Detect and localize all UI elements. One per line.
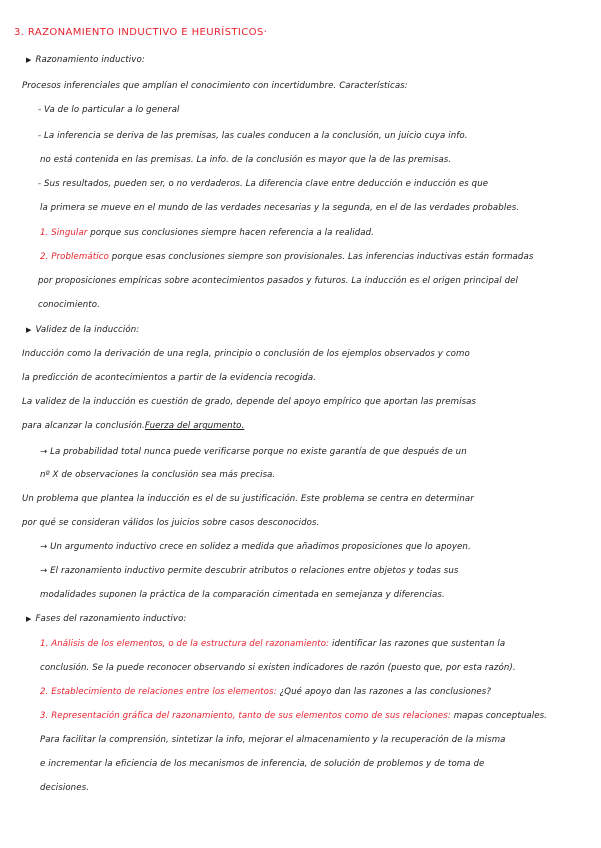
text-line: → La probabilidad total nunca puede verificarse porque no existe garantía de que después de un [40, 447, 467, 457]
text-line: decisiones. [40, 783, 90, 793]
text-line: la predicción de acontecimientos a partir de la evidencia recogida. [22, 373, 317, 383]
text-line: Para facilitar la comprensión, sintetizar la info, mejorar el almacenamiento y la recuperación de la misma [40, 735, 506, 745]
bullet-icon: ▶ [26, 326, 32, 334]
text-line: e incrementar la eficiencia de los mecanismos de inferencia, de solución de problemos y de toma de [40, 759, 485, 769]
phase-label-3: 3. Representación gráfica del razonamiento, tanto de sus elementos como de sus relaciones: [40, 711, 451, 721]
text-line: para alcanzar la conclusión.Fuerza del argumento. [22, 421, 245, 431]
text-line: no está contenida en las premisas. La info. de la conclusión es mayor que la de las premisas. [40, 155, 452, 165]
underlined-phrase: Fuerza del argumento. [144, 421, 245, 431]
text-line: 1. Singular porque sus conclusiones siempre hacen referencia a la realidad. [40, 228, 375, 238]
text-line: conclusión. Se la puede reconocer observando si existen indicadores de razón (puesto que, por esta razón). [40, 663, 516, 673]
text-line: Un problema que plantea la inducción es el de su justificación. Este problema se centra en determinar [22, 494, 474, 504]
text-line: conocimiento. [38, 300, 100, 310]
section-heading-fases: ▶ Fases del razonamiento inductivo: [26, 614, 187, 624]
phase-label-2: 2. Establecimiento de relaciones entre los elementos: [40, 687, 277, 697]
text-line: 2. Establecimiento de relaciones entre los elementos: ¿Qué apoyo dan las razones a las conclusiones? [40, 687, 492, 697]
text-line: - Sus resultados, pueden ser, o no verdaderos. La diferencia clave entre deducción e inducción es que [38, 179, 489, 189]
point-label-singular: 1. Singular [40, 228, 88, 238]
text-line: - La inferencia se deriva de las premisas, las cuales conducen a la conclusión, un juicio cuya info. [38, 131, 468, 141]
text-line: la primera se mueve en el mundo de las verdades necesarias y la segunda, en el de las verdades probables. [40, 203, 520, 213]
text-line: - Va de lo particular a lo general [38, 105, 180, 115]
text-line: 3. Representación gráfica del razonamiento, tanto de sus elementos como de sus relaciones: mapas conceptuales. [40, 711, 548, 721]
page-title: 3. RAZONAMIENTO INDUCTIVO E HEURÍSTICOS· [14, 27, 268, 38]
text-line: nº X de observaciones la conclusión sea más precisa. [40, 470, 276, 480]
text-line: 1. Análisis de los elementos, o de la estructura del razonamiento: identificar las razones que sustentan la [40, 639, 506, 649]
section-heading-validez: ▶ Validez de la inducción: [26, 325, 140, 335]
text-line: → El razonamiento inductivo permite descubrir atributos o relaciones entre objetos y todas sus [40, 566, 459, 576]
text-line: 2. Problemático porque esas conclusiones siempre son provisionales. Las inferencias inductivas están formadas [40, 252, 534, 262]
text-line: Inducción como la derivación de una regla, principio o conclusión de los ejemplos observados y como [22, 349, 470, 359]
text-line: por qué se consideran válidos los juicios sobre casos desconocidos. [22, 518, 320, 528]
text-line: modalidades suponen la práctica de la comparación cimentada en semejanza y diferencias. [40, 590, 445, 600]
bullet-icon: ▶ [26, 56, 32, 64]
text-line: por proposiciones empíricas sobre acontecimientos pasados y futuros. La inducción es el origen principal del [38, 276, 518, 286]
text-line: Procesos inferenciales que amplían el conocimiento con incertidumbre. Características: [22, 81, 408, 91]
phase-label-1: 1. Análisis de los elementos, o de la estructura del razonamiento: [40, 639, 330, 649]
section-heading-razonamiento: ▶ Razonamiento inductivo: [26, 55, 145, 65]
text-line: La validez de la inducción es cuestión de grado, depende del apoyo empírico que aportan las premisas [22, 397, 477, 407]
point-label-problematico: 2. Problemático [40, 252, 109, 262]
bullet-icon: ▶ [26, 615, 32, 623]
text-line: → Un argumento inductivo crece en solidez a medida que añadimos proposiciones que lo apoyen. [40, 542, 471, 552]
